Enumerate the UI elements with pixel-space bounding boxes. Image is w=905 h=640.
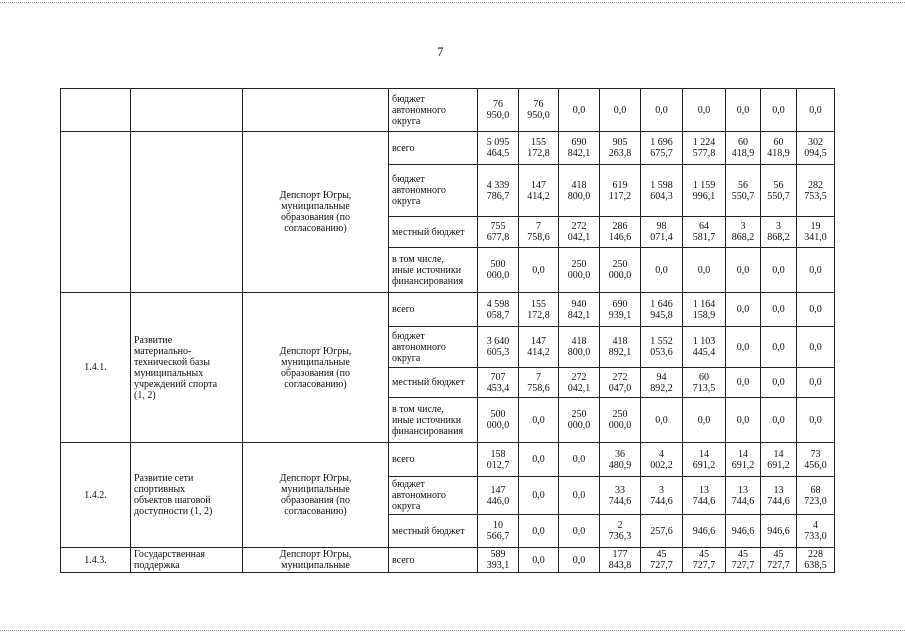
amount-cell [726, 165, 761, 217]
amount-cell [600, 248, 641, 293]
amount-cell [726, 515, 761, 548]
amount-value: 1 103 445,4 [692, 336, 716, 358]
amount-value: 19 341,0 [804, 221, 827, 243]
activity-title-text: Развитие материально- технической базы муниципальных учреждений спорта (1, 2) [134, 334, 218, 401]
amount-cell [559, 443, 600, 477]
amount-value: 36 480,9 [608, 448, 632, 471]
amount-value: 0,0 [736, 104, 750, 116]
amount-cell [559, 327, 600, 368]
amount-value: 0,0 [772, 377, 785, 388]
responsible-executor [243, 293, 389, 443]
amount-cell [519, 89, 559, 132]
amount-cell [519, 293, 559, 327]
amount-value: 177 843,8 [608, 549, 632, 571]
responsible-executor-text: Депспорт Югры, муниципальные [279, 549, 352, 571]
amount-cell [797, 398, 835, 443]
amount-cell [726, 89, 761, 132]
amount-cell [726, 398, 761, 443]
amount-value: 418 800,0 [567, 336, 591, 358]
funding-source-text: местный бюджет [392, 525, 465, 537]
amount-cell [726, 548, 761, 573]
amount-value: 0,0 [809, 414, 822, 426]
amount-value: 940 842,1 [567, 298, 591, 321]
amount-value: 76 950,0 [527, 99, 550, 121]
amount-cell [641, 515, 683, 548]
amount-cell [761, 398, 797, 443]
funding-source [389, 548, 478, 573]
amount-cell [478, 165, 519, 217]
scan-edge-bottom [0, 630, 905, 634]
amount-cell [683, 398, 726, 443]
amount-cell [761, 515, 797, 548]
funding-source-text: всего [392, 454, 415, 465]
funding-source [389, 327, 478, 368]
funding-source-text: всего [392, 304, 415, 315]
amount-cell [761, 293, 797, 327]
funding-source [389, 89, 478, 132]
amount-cell [478, 398, 519, 443]
amount-cell [797, 327, 835, 368]
amount-value: 98 071,4 [650, 221, 673, 243]
funding-source [389, 248, 478, 293]
amount-cell [559, 368, 600, 398]
amount-value: 0,0 [655, 264, 668, 276]
activity-code [61, 548, 131, 573]
amount-value: 946,6 [731, 525, 755, 537]
activity-code-text: 1.4.2. [84, 489, 107, 501]
activity-code [61, 132, 131, 293]
amount-value: 0,0 [809, 264, 822, 276]
amount-cell [797, 248, 835, 293]
funding-source-text: в том числе, иные источники финансирования [392, 253, 464, 287]
amount-cell [478, 548, 519, 573]
amount-cell [478, 132, 519, 165]
amount-cell [519, 477, 559, 515]
funding-source [389, 132, 478, 165]
amount-value: 5 095 464,5 [486, 137, 510, 159]
amount-value: 4 598 058,7 [486, 298, 510, 321]
activity-code [61, 443, 131, 548]
amount-value: 45 727,7 [767, 549, 790, 571]
activity-code [61, 293, 131, 443]
responsible-executor [243, 132, 389, 293]
amount-cell [519, 515, 559, 548]
funding-source-text: бюджет автономного округа [392, 174, 446, 207]
amount-cell [600, 165, 641, 217]
amount-value: 272 047,0 [608, 371, 632, 394]
activity-title [131, 443, 243, 548]
amount-cell [478, 443, 519, 477]
amount-cell [683, 248, 726, 293]
amount-cell [641, 165, 683, 217]
amount-value: 0,0 [697, 414, 711, 426]
amount-value: 147 446,0 [486, 484, 510, 507]
amount-cell [683, 327, 726, 368]
amount-cell [519, 165, 559, 217]
amount-value: 0,0 [772, 414, 785, 426]
amount-value: 0,0 [772, 104, 785, 116]
amount-cell [559, 477, 600, 515]
funding-source-text: бюджет автономного округа [392, 330, 446, 364]
scan-edge-top [0, 2, 905, 6]
activity-title-text: Государственная поддержка [134, 549, 206, 571]
amount-cell [797, 217, 835, 248]
amount-value: 272 042,1 [567, 221, 591, 243]
amount-value: 0,0 [809, 104, 822, 116]
amount-cell [478, 217, 519, 248]
amount-value: 690 842,1 [567, 137, 591, 159]
amount-cell [559, 293, 600, 327]
amount-value: 13 744,6 [731, 484, 755, 507]
amount-cell [683, 548, 726, 573]
amount-value: 60 418,9 [731, 137, 755, 159]
amount-cell [600, 443, 641, 477]
amount-value: 0,0 [532, 525, 545, 537]
amount-cell [797, 89, 835, 132]
amount-value: 3 640 605,3 [486, 336, 510, 358]
amount-value: 0,0 [809, 341, 822, 353]
amount-value: 0,0 [655, 414, 668, 426]
amount-cell [761, 477, 797, 515]
amount-cell [559, 515, 600, 548]
amount-value: 2 736,3 [608, 520, 632, 542]
amount-cell [519, 398, 559, 443]
amount-value: 4 339 786,7 [486, 179, 510, 202]
amount-cell [600, 217, 641, 248]
amount-cell [519, 217, 559, 248]
amount-value: 250 000,0 [567, 259, 591, 281]
amount-value: 418 892,1 [608, 336, 632, 358]
amount-value: 0,0 [809, 304, 822, 315]
amount-value: 0,0 [772, 304, 785, 315]
responsible-executor-text: Депспорт Югры, муниципальные образования (по согласованию) [279, 473, 352, 517]
amount-cell [559, 217, 600, 248]
amount-cell [683, 217, 726, 248]
amount-cell [600, 398, 641, 443]
amount-cell [600, 368, 641, 398]
amount-cell [641, 132, 683, 165]
amount-value: 272 042,1 [567, 371, 591, 394]
amount-cell [726, 293, 761, 327]
responsible-executor [243, 443, 389, 548]
amount-value: 45 727,7 [692, 549, 716, 571]
amount-cell [519, 368, 559, 398]
amount-cell [559, 89, 600, 132]
funding-source-text: бюджет автономного округа [392, 93, 446, 127]
amount-value: 45 727,7 [731, 549, 755, 571]
amount-cell [641, 327, 683, 368]
amount-cell [641, 368, 683, 398]
amount-value: 0,0 [655, 104, 668, 116]
amount-value: 1 159 996,1 [692, 179, 716, 202]
amount-cell [761, 368, 797, 398]
amount-value: 0,0 [736, 264, 750, 276]
amount-cell [683, 477, 726, 515]
amount-cell [797, 515, 835, 548]
amount-cell [519, 443, 559, 477]
amount-cell [519, 548, 559, 573]
amount-cell [726, 477, 761, 515]
amount-cell [683, 368, 726, 398]
activity-title [131, 132, 243, 293]
amount-cell [761, 548, 797, 573]
amount-value: 250 000,0 [608, 409, 632, 431]
amount-cell [726, 217, 761, 248]
amount-value: 0,0 [572, 525, 586, 537]
amount-value: 73 456,0 [804, 448, 827, 471]
page-number: 7 [437, 44, 444, 59]
amount-value: 228 638,5 [804, 549, 827, 571]
amount-cell [641, 443, 683, 477]
amount-value: 3 868,2 [731, 221, 755, 243]
amount-value: 1 646 945,8 [650, 298, 673, 321]
amount-cell [683, 293, 726, 327]
amount-cell [683, 165, 726, 217]
amount-cell [641, 89, 683, 132]
amount-value: 946,6 [767, 525, 790, 537]
amount-cell [559, 248, 600, 293]
amount-cell [519, 248, 559, 293]
amount-value: 0,0 [736, 341, 750, 353]
amount-cell [761, 443, 797, 477]
amount-value: 0,0 [532, 454, 545, 465]
amount-cell [797, 477, 835, 515]
amount-value: 0,0 [697, 264, 711, 276]
amount-cell [761, 217, 797, 248]
table-row [61, 548, 835, 573]
amount-cell [797, 132, 835, 165]
amount-value: 0,0 [809, 377, 822, 388]
amount-value: 0,0 [572, 554, 586, 566]
funding-source-text: в том числе, иные источники финансирования [392, 403, 464, 437]
amount-cell [726, 248, 761, 293]
amount-cell [641, 398, 683, 443]
amount-value: 0,0 [532, 554, 545, 566]
amount-cell [519, 132, 559, 165]
amount-value: 286 146,6 [608, 221, 632, 243]
amount-value: 147 414,2 [527, 179, 550, 202]
amount-cell [478, 368, 519, 398]
amount-value: 257,6 [650, 525, 673, 537]
amount-cell [600, 293, 641, 327]
amount-value: 1 552 053,6 [650, 336, 673, 358]
amount-value: 0,0 [532, 264, 545, 276]
amount-value: 0,0 [736, 377, 750, 388]
amount-cell [641, 217, 683, 248]
amount-value: 0,0 [572, 490, 586, 501]
amount-cell [797, 293, 835, 327]
amount-value: 0,0 [532, 490, 545, 501]
activity-code-text: 1.4.3. [84, 554, 107, 566]
amount-value: 158 012,7 [486, 448, 510, 471]
amount-value: 707 453,4 [486, 371, 510, 394]
amount-cell [683, 515, 726, 548]
funding-source [389, 398, 478, 443]
funding-source-text: местный бюджет [392, 377, 465, 388]
amount-cell [641, 293, 683, 327]
amount-cell [600, 327, 641, 368]
funding-source [389, 293, 478, 327]
funding-source-text: бюджет автономного округа [392, 479, 446, 512]
amount-cell [478, 248, 519, 293]
activity-title [131, 293, 243, 443]
amount-value: 0,0 [572, 104, 586, 116]
table-row [61, 443, 835, 477]
amount-cell [726, 368, 761, 398]
funding-source [389, 165, 478, 217]
funding-source [389, 443, 478, 477]
amount-cell [726, 132, 761, 165]
amount-cell [478, 293, 519, 327]
budget-table [60, 88, 835, 573]
amount-value: 619 117,2 [608, 179, 632, 202]
amount-cell [600, 548, 641, 573]
amount-cell [559, 548, 600, 573]
amount-cell [797, 548, 835, 573]
funding-source [389, 477, 478, 515]
amount-value: 0,0 [572, 454, 586, 465]
amount-value: 250 000,0 [608, 259, 632, 281]
amount-cell [761, 248, 797, 293]
amount-value: 905 263,8 [608, 137, 632, 159]
amount-cell [559, 398, 600, 443]
amount-value: 94 892,2 [650, 371, 673, 394]
responsible-executor [243, 89, 389, 132]
amount-cell [600, 515, 641, 548]
amount-value: 589 393,1 [486, 549, 510, 571]
amount-value: 0,0 [772, 341, 785, 353]
amount-value: 1 598 604,3 [650, 179, 673, 202]
amount-value: 418 800,0 [567, 179, 591, 202]
amount-value: 1 224 577,8 [692, 137, 716, 159]
amount-value: 13 744,6 [767, 484, 790, 507]
amount-value: 690 939,1 [608, 298, 632, 321]
amount-value: 60 418,9 [767, 137, 790, 159]
amount-value: 56 550,7 [731, 179, 755, 202]
amount-value: 755 677,8 [486, 221, 510, 243]
amount-value: 33 744,6 [608, 484, 632, 507]
amount-value: 45 727,7 [650, 549, 673, 571]
responsible-executor-text: Депспорт Югры, муниципальные образования (по согласованию) [279, 345, 352, 390]
amount-value: 0,0 [613, 104, 627, 116]
amount-cell [761, 132, 797, 165]
amount-value: 10 566,7 [486, 520, 510, 542]
amount-value: 60 713,5 [692, 371, 716, 394]
amount-cell [761, 327, 797, 368]
funding-source-text: всего [392, 554, 415, 566]
amount-value: 14 691,2 [731, 448, 755, 471]
amount-cell [600, 132, 641, 165]
amount-value: 500 000,0 [486, 409, 510, 431]
amount-cell [726, 443, 761, 477]
amount-value: 4 002,2 [650, 448, 673, 471]
amount-cell [761, 89, 797, 132]
responsible-executor [243, 548, 389, 573]
amount-value: 1 164 158,9 [692, 298, 716, 321]
amount-cell [761, 165, 797, 217]
activity-title [131, 89, 243, 132]
amount-value: 155 172,8 [527, 298, 550, 321]
amount-value: 500 000,0 [486, 259, 510, 281]
amount-value: 64 581,7 [692, 221, 716, 243]
amount-value: 13 744,6 [692, 484, 716, 507]
amount-value: 14 691,2 [767, 448, 790, 471]
amount-cell [478, 327, 519, 368]
table-row [61, 132, 835, 165]
amount-cell [683, 443, 726, 477]
activity-code-text: 1.4.1. [84, 362, 107, 373]
amount-cell [559, 165, 600, 217]
amount-value: 0,0 [697, 104, 711, 116]
funding-source [389, 368, 478, 398]
amount-value: 0,0 [772, 264, 785, 276]
activity-title-text: Развитие сети спортивных объектов шаговой доступности (1, 2) [134, 473, 213, 517]
amount-cell [797, 443, 835, 477]
amount-cell [600, 477, 641, 515]
activity-title [131, 548, 243, 573]
amount-cell [478, 89, 519, 132]
amount-cell [600, 89, 641, 132]
amount-value: 0,0 [532, 414, 545, 426]
amount-value: 147 414,2 [527, 336, 550, 358]
amount-value: 250 000,0 [567, 409, 591, 431]
amount-cell [641, 477, 683, 515]
amount-cell [726, 327, 761, 368]
amount-value: 1 696 675,7 [650, 137, 673, 159]
amount-value: 155 172,8 [527, 137, 550, 159]
funding-source-text: местный бюджет [392, 226, 465, 238]
activity-code [61, 89, 131, 132]
amount-value: 302 094,5 [804, 137, 827, 159]
amount-value: 68 723,0 [804, 484, 827, 507]
amount-cell [519, 327, 559, 368]
amount-value: 7 758,6 [527, 371, 550, 394]
funding-source [389, 515, 478, 548]
amount-value: 56 550,7 [767, 179, 790, 202]
funding-source [389, 217, 478, 248]
amount-value: 7 758,6 [527, 221, 550, 243]
amount-value: 14 691,2 [692, 448, 716, 471]
table-row [61, 89, 835, 132]
amount-value: 76 950,0 [486, 99, 510, 121]
amount-value: 3 868,2 [767, 221, 790, 243]
amount-value: 3 744,6 [650, 484, 673, 507]
amount-cell [797, 368, 835, 398]
amount-cell [559, 132, 600, 165]
table-row [61, 293, 835, 327]
amount-cell [478, 477, 519, 515]
funding-source-text: всего [392, 142, 415, 154]
responsible-executor-text: Депспорт Югры, муниципальные образования (по согласованию) [279, 190, 352, 234]
amount-cell [478, 515, 519, 548]
amount-value: 282 753,5 [804, 179, 827, 202]
amount-value: 946,6 [692, 525, 716, 537]
amount-cell [641, 248, 683, 293]
amount-cell [683, 132, 726, 165]
amount-value: 0,0 [736, 414, 750, 426]
amount-cell [683, 89, 726, 132]
amount-cell [641, 548, 683, 573]
amount-value: 4 733,0 [804, 520, 827, 542]
amount-value: 0,0 [736, 304, 750, 315]
amount-cell [797, 165, 835, 217]
